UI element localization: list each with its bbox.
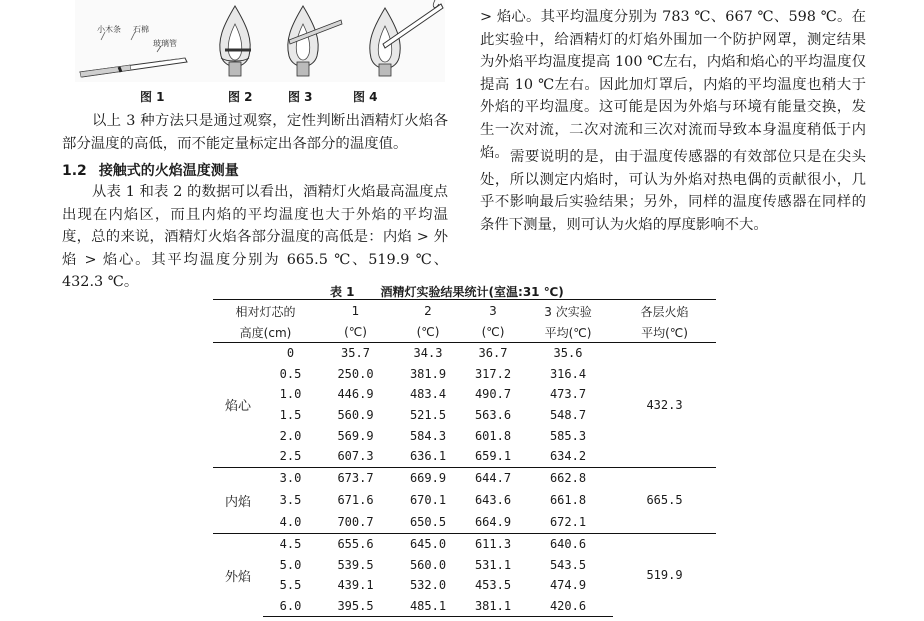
cell-height: 2.0	[279, 428, 302, 443]
cell-t2: 560.0	[409, 557, 447, 572]
cell-t3: 659.1	[474, 449, 512, 464]
header-trial-2: 2	[393, 300, 463, 323]
cell-t3: 601.8	[474, 428, 512, 443]
figure-1-label-stick: 小木条	[97, 25, 121, 34]
cell-height: 2.5	[279, 449, 302, 464]
cell-avg: 420.6	[523, 596, 613, 617]
cell-avg: 661.8	[549, 493, 587, 508]
header-height: 相对灯芯的	[213, 300, 318, 323]
group-layer-avg: 519.9	[613, 533, 716, 616]
group-label: 内焰	[213, 467, 263, 533]
cell-t2: 669.9	[393, 467, 463, 488]
section-heading	[62, 160, 239, 180]
cell-t3: 664.9	[474, 515, 512, 530]
table-group-inner	[213, 467, 716, 533]
cell-t3: 36.7	[478, 346, 508, 361]
cell-avg: 548.7	[549, 408, 587, 423]
cell-height: 4.0	[279, 515, 302, 530]
cell-t1: 673.7	[318, 467, 393, 488]
header-trial-2-unit: (℃)	[393, 322, 463, 343]
group-layer-avg: 665.5	[613, 467, 716, 533]
cell-t3: 611.3	[463, 533, 523, 554]
left-paragraph-2: 从表 1 和表 2 的数据可以看出，酒精灯火焰最高温度点出现在内焰区，而且内焰的平均温度也大于外焰的平均温度，总的来说，酒精灯火焰各部分温度的高低是：内焰 > 外焰 > 焰心。其平均温度分别为 665.5 ℃、519.9 ℃、432.3 ℃。	[62, 184, 448, 291]
cell-height: 0.5	[279, 366, 302, 381]
cell-t1: 35.7	[341, 346, 370, 361]
cell-t1: 655.6	[318, 533, 393, 554]
cell-avg: 634.2	[549, 449, 587, 464]
header-layer-avg: 各层火焰	[613, 300, 716, 323]
cell-t2: 532.0	[409, 578, 447, 593]
cell-t2: 645.0	[393, 533, 463, 554]
cell-t2: 34.3	[413, 346, 443, 361]
header-trial-1: 1	[318, 300, 393, 323]
cell-height: 3.5	[279, 493, 302, 508]
cell-avg: 473.7	[549, 387, 587, 402]
cell-t3: 381.1	[463, 596, 523, 617]
group-layer-avg: 432.3	[646, 397, 683, 412]
table-group-core	[213, 343, 716, 468]
table-number: 表 1	[330, 285, 355, 299]
cell-t2: 636.1	[409, 449, 447, 464]
header-trial-avg-unit: 平均(℃)	[523, 322, 613, 343]
cell-t3: 453.5	[474, 578, 512, 593]
figure-1-label-tube: 玻璃管	[153, 39, 177, 48]
group-label: 焰心	[224, 399, 251, 415]
cell-height: 4.5	[263, 533, 318, 554]
cell-height: 0	[286, 346, 295, 361]
header-height-unit: 高度(cm)	[213, 322, 318, 343]
figure-1-label-asbestos: 石棉	[133, 25, 149, 34]
cell-t3: 531.1	[474, 557, 512, 572]
cell-t1: 560.9	[337, 408, 374, 423]
figure-strip	[75, 0, 445, 82]
figure-2-flame-illustration	[205, 0, 265, 82]
cell-avg: 543.5	[549, 557, 587, 572]
table-group-outer	[213, 533, 716, 616]
cell-t2: 483.4	[409, 387, 447, 402]
cell-t1: 539.5	[337, 557, 374, 572]
group-label: 外焰	[213, 533, 263, 616]
cell-t1: 446.9	[337, 387, 374, 402]
cell-t3: 644.7	[463, 467, 523, 488]
figure-2-caption: 图 2	[228, 90, 253, 104]
header-trial-avg: 3 次实验	[523, 300, 613, 323]
header-trial-1-unit: (℃)	[318, 322, 393, 343]
cell-t3: 317.2	[474, 366, 512, 381]
table-caption: 酒精灯实验结果统计(室温:31 ℃)	[380, 285, 564, 299]
cell-t1: 607.3	[337, 449, 374, 464]
cell-t1: 569.9	[337, 428, 374, 443]
cell-t2: 381.9	[409, 366, 447, 381]
cell-t2: 650.5	[409, 515, 447, 530]
cell-avg: 640.6	[523, 533, 613, 554]
cell-height: 5.0	[279, 557, 302, 572]
cell-height: 1.0	[279, 387, 302, 402]
left-paragraph-1: 以上 3 种方法只是通过观察，定性判断出酒精灯火焰各部分温度的高低，而不能定量标定出各部分的温度值。	[62, 113, 448, 152]
table-header-row-1	[213, 300, 716, 323]
cell-t3: 490.7	[474, 387, 512, 402]
cell-height: 6.0	[263, 596, 318, 617]
figure-4-flame-illustration	[355, 0, 445, 82]
cell-t1: 250.0	[337, 366, 374, 381]
cell-t1: 439.1	[337, 578, 374, 593]
cell-height: 5.5	[279, 578, 302, 593]
cell-height: 1.5	[279, 408, 302, 423]
results-table	[213, 299, 716, 617]
cell-t1: 700.7	[337, 515, 374, 530]
table-row	[213, 343, 716, 364]
table-row	[213, 467, 716, 488]
cell-avg: 585.3	[549, 428, 587, 443]
figure-1-illustration	[75, 0, 195, 82]
figure-4-caption: 图 4	[353, 90, 378, 104]
cell-avg: 35.6	[553, 346, 583, 361]
cell-t2: 521.5	[409, 408, 447, 423]
cell-t3: 643.6	[474, 493, 512, 508]
right-paragraph-1: > 焰心。其平均温度分别为 783 ℃、667 ℃、598 ℃。在此实验中，给酒精灯的灯焰外围加一个防护网罩，测定结果为外焰平均温度提高 100 ℃左右，内焰和焰心的平均温度仅提高 10 ℃左右。因此加灯罩后，内焰的平均温度也稍大于外焰的平均温度。这可能是因为外焰与环境有能量交换，发生一次对流，二次对流和三次对流而导致本身温度稍低于内焰。	[480, 9, 866, 161]
cell-t3: 563.6	[474, 408, 512, 423]
header-layer-avg-unit: 平均(℃)	[613, 322, 716, 343]
cell-avg: 662.8	[523, 467, 613, 488]
cell-t2: 485.1	[393, 596, 463, 617]
cell-t1: 671.6	[337, 493, 374, 508]
right-paragraph-2: 需要说明的是，由于温度传感器的有效部位只是在尖头处，所以测定内焰时，可认为外焰对热电偶的贡献很小，几乎不影响最后实验结果；另外，同样的温度传感器在同样的条件下测量，则可认为火焰的厚度影响不大。	[480, 149, 866, 233]
section-number: 1.2	[62, 163, 87, 179]
section-title: 接触式的火焰温度测量	[98, 163, 239, 179]
cell-height: 3.0	[263, 467, 318, 488]
cell-t1: 395.5	[318, 596, 393, 617]
figure-1-caption: 图 1	[140, 90, 165, 104]
table-row	[213, 533, 716, 554]
header-trial-3: 3	[463, 300, 523, 323]
figure-3-caption: 图 3	[288, 90, 313, 104]
cell-avg: 316.4	[549, 366, 587, 381]
cell-t2: 584.3	[409, 428, 447, 443]
table-title	[330, 283, 564, 300]
table-header-row-2	[213, 322, 716, 343]
cell-t2: 670.1	[409, 493, 447, 508]
figure-3-flame-illustration	[275, 0, 345, 82]
cell-avg: 672.1	[549, 515, 587, 530]
header-trial-3-unit: (℃)	[463, 322, 523, 343]
cell-avg: 474.9	[549, 578, 587, 593]
